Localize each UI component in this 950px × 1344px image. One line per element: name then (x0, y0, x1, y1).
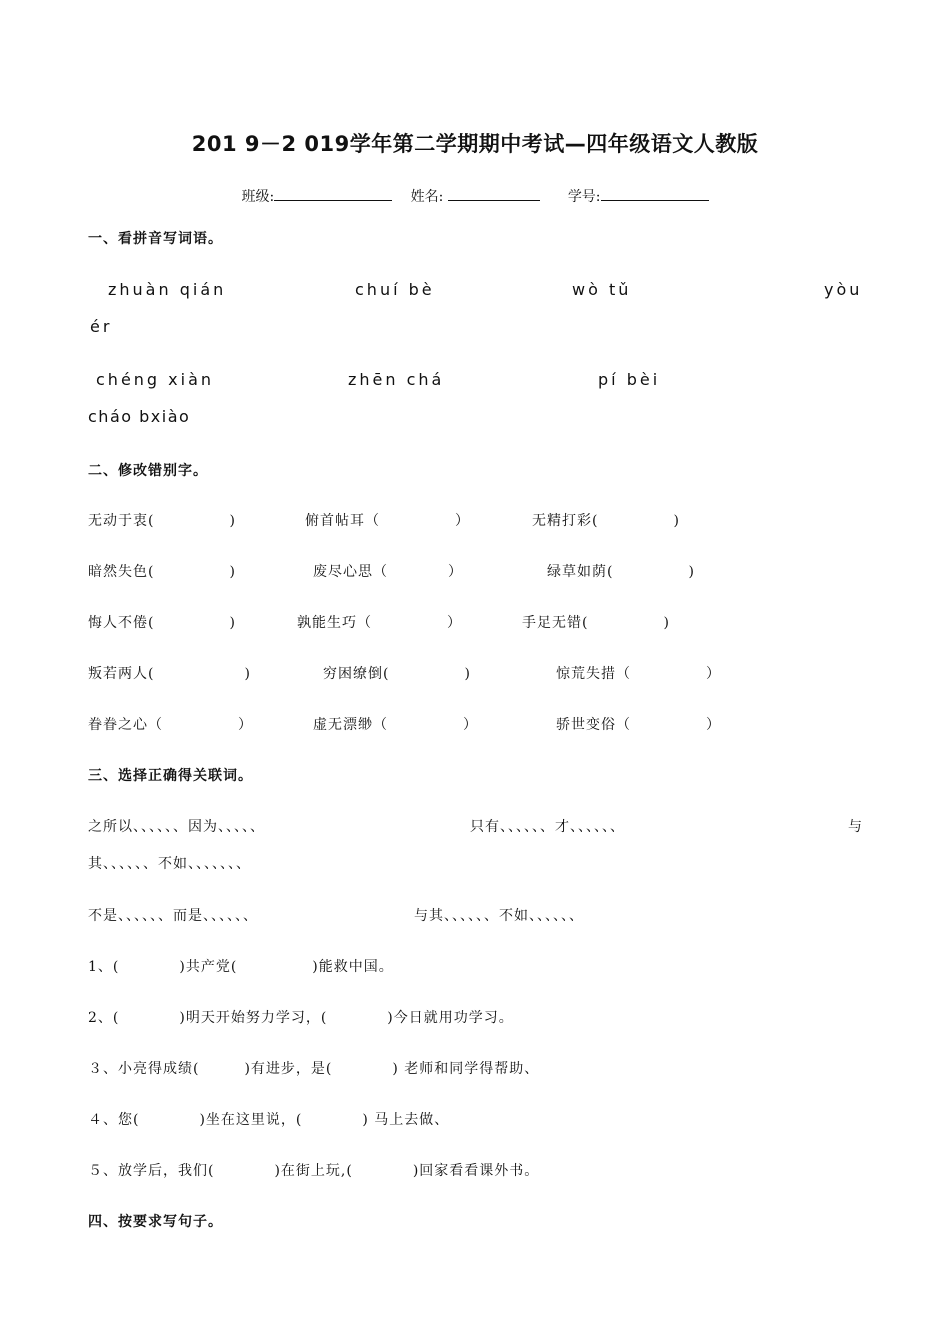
conjunction-option: 不是、、、、、、而是、、、、、、 (88, 908, 258, 924)
section-heading-3: 三、选择正确得关联词。 (88, 768, 253, 784)
fill-question: 1、( )共产党( )能救中国。 (88, 959, 394, 975)
conjunction-option: 与其、、、、、、不如、、、、、、 (414, 908, 584, 924)
section-heading-4: 四、按要求写句子。 (88, 1214, 223, 1230)
student-info-line (0, 186, 950, 206)
typo-item: 叛若两人( ) (88, 666, 251, 682)
pinyin-item: yòu (824, 280, 863, 299)
name-blank[interactable] (448, 188, 540, 201)
section-heading-2: 二、修改错别字。 (88, 463, 208, 479)
id-blank[interactable] (601, 188, 709, 201)
typo-item: 惊荒失措（ ） (556, 666, 721, 682)
fill-question: 2、( )明天开始努力学习，( )今日就用功学习。 (88, 1010, 514, 1026)
name-label: 姓名: (410, 189, 444, 205)
typo-item: 废尽心思（ ） (313, 564, 463, 580)
typo-item: 无精打彩( ) (532, 513, 680, 529)
typo-item: 骄世变俗（ ） (556, 717, 721, 733)
conjunction-option: 只有、、、、、、才、、、、、、 (470, 819, 625, 835)
pinyin-item: pí bèi (598, 370, 661, 389)
typo-item: 穷困缭倒( ) (323, 666, 471, 682)
typo-item: 虚无漂缈（ ） (313, 717, 478, 733)
conjunction-option: 其、、、、、、不如、、、、、、、 (88, 856, 251, 872)
typo-item: 手足无错( ) (522, 615, 670, 631)
pinyin-item: zhēn chá (348, 370, 445, 389)
conjunction-option: 与 (848, 819, 863, 835)
typo-item: 暗然失色( ) (88, 564, 236, 580)
pinyin-item: chéng xiàn (96, 370, 215, 389)
typo-item: 绿草如荫( ) (547, 564, 695, 580)
pinyin-item: ér (90, 317, 113, 336)
class-blank[interactable] (274, 188, 392, 201)
fill-question: ３、小亮得成绩( )有进步，是( ) 老师和同学得帮助、 (88, 1061, 540, 1077)
conjunction-option: 之所以、、、、、、因为、、、、、 (88, 819, 265, 835)
typo-item: 无动于衷( ) (88, 513, 236, 529)
id-label: 学号: (567, 189, 601, 205)
typo-item: 悔人不倦( ) (88, 615, 236, 631)
fill-question: ５、放学后，我们( )在街上玩,( )回家看看课外书。 (88, 1163, 540, 1179)
page-title: 201 9－2 019学年第二学期期中考试—四年级语文人教版 (191, 132, 759, 156)
typo-item: 眷眷之心（ ） (88, 717, 253, 733)
typo-item: 孰能生巧（ ） (297, 615, 462, 631)
pinyin-item: zhuàn qián (108, 280, 227, 299)
pinyin-item: cháo bxiào (88, 407, 191, 426)
pinyin-item: chuí bè (355, 280, 435, 299)
typo-item: 俯首帖耳（ ） (305, 513, 470, 529)
fill-question: ４、您( )坐在这里说，( ) 马上去做、 (88, 1112, 450, 1128)
class-label: 班级: (241, 189, 275, 205)
section-heading-1: 一、看拼音写词语。 (88, 231, 223, 247)
pinyin-item: wò tǔ (572, 280, 632, 299)
